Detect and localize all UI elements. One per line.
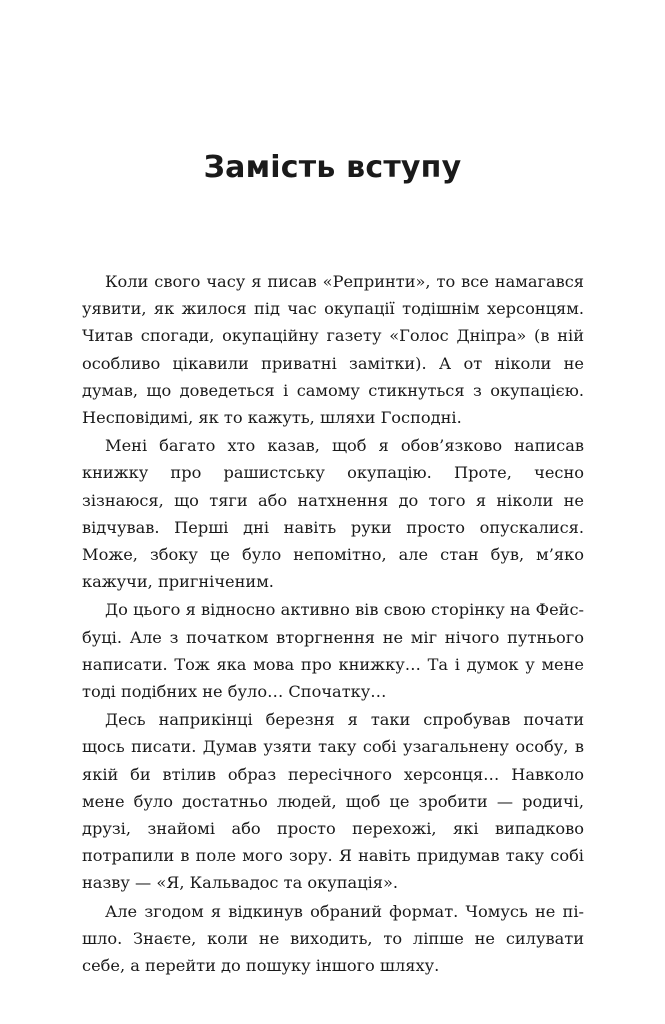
chapter-body: [82, 268, 584, 980]
paragraph-2: Мені багато хто казав, щоб я обов’язково написав книжку про рашистську окупацію. Проте, чесно зізнаюся, що тяги або натхнення до того я ніколи не відчував. Перші дні навіть руки просто опускалися. Може, збоку це було непомітно, але стан був, м’яко кажучи, пригніченим.: [82, 436, 584, 592]
paragraph-3: До цього я відносно активно вів свою сторінку на Фейсбуці. Але з початком вторгнення не міг нічого путнього написати. Тож яка мова про книжку… Та і думок у мене тоді подібних не було… Спочатку…: [82, 600, 584, 702]
paragraph-4: Десь наприкінці березня я таки спробував почати щось писати. Думав узяти таку собі узагальнену особу, в якій би втілив образ пересічного херсонця… Навколо мене було достатньо людей, щоб це зробити — родичі, друзі, знайомі або просто перехожі, які випадково потрапили в поле мого зору. Я навіть придумав таку собі назву — «Я, Кальвадос та окупація».: [82, 710, 584, 893]
paragraph-1: Коли свого часу я писав «Репринти», то все намагався уявити, як жилося під час окупації тодішнім херсонцям. Читав спогади, окупаційну газету «Голос Дніпра» (в ній особливо цікавили приватні замітки). А от ніколи не думав, що доведеться і самому стикнуться з окупацією. Несповідимі, як то кажуть, шляхи Господні.: [82, 272, 584, 428]
chapter-title: Замість вступу: [203, 150, 462, 185]
paragraph-5: Але згодом я відкинув обраний формат. Чомусь не пішло. Знаєте, коли не виходить, то ліпше не силувати себе, а перейти до пошуку іншого шляху.: [82, 901, 584, 976]
